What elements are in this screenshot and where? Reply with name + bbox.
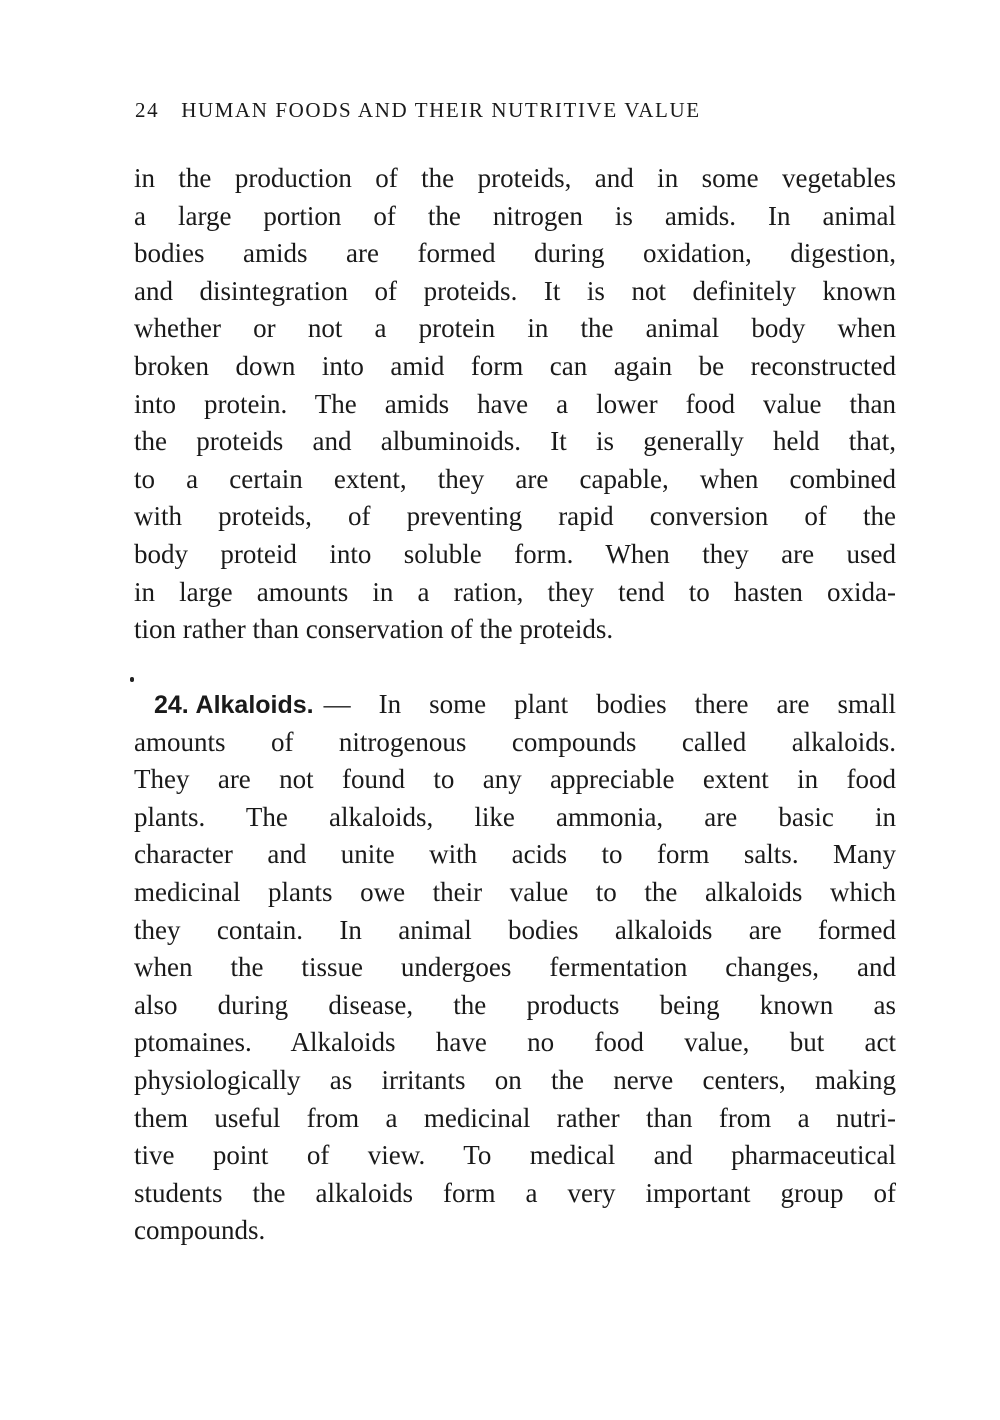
paragraph-amids bbox=[134, 160, 896, 649]
running-header bbox=[135, 98, 825, 123]
text-line: in the production of the proteids, and in some vegetables bbox=[134, 163, 896, 193]
text-line: in large amounts in a ration, they tend to hasten oxida- bbox=[134, 576, 896, 607]
text-line: tive point of view. To medical and pharmaceutical bbox=[134, 1140, 896, 1171]
text-line: physiologically as irritants on the nerve centers, making bbox=[134, 1064, 896, 1095]
text-line: medicinal plants owe their value to the alkaloids which bbox=[134, 876, 896, 907]
section-number: 24. bbox=[154, 691, 189, 719]
text-line: plants. The alkaloids, like ammonia, are basic in bbox=[134, 801, 896, 832]
text-line: them useful from a medicinal rather than from a nutri- bbox=[134, 1102, 896, 1133]
print-speck bbox=[130, 677, 134, 682]
paragraph-alkaloids bbox=[134, 686, 896, 1250]
section-first-line-text: — In some plant bodies there are small bbox=[323, 689, 896, 719]
text-line: tion rather than conservation of the proteids. bbox=[134, 614, 614, 645]
page-number: 24 bbox=[135, 98, 160, 122]
text-line: They are not found to any appreciable extent in food bbox=[134, 764, 896, 795]
text-line: body proteid into soluble form. When they are used bbox=[134, 538, 896, 569]
text-line: bodies amids are formed during oxidation, digestion, bbox=[134, 238, 896, 269]
text-line: broken down into amid form can again be reconstructed bbox=[134, 350, 896, 381]
running-title: HUMAN FOODS AND THEIR NUTRITIVE VALUE bbox=[181, 98, 701, 122]
text-line: character and unite with acids to form salts. Many bbox=[134, 839, 896, 870]
text-line: amounts of nitrogenous compounds called alkaloids. bbox=[134, 726, 896, 757]
text-line: the proteids and albuminoids. It is generally held that, bbox=[134, 426, 896, 457]
text-line: a large portion of the nitrogen is amids. In animal bbox=[134, 200, 896, 231]
section-heading bbox=[154, 686, 314, 724]
text-line: whether or not a protein in the animal body when bbox=[134, 313, 896, 344]
text-line: and disintegration of proteids. It is not definitely known bbox=[134, 275, 896, 306]
section-title: Alkaloids. bbox=[195, 691, 314, 719]
text-line: to a certain extent, they are capable, when combined bbox=[134, 463, 896, 494]
text-line: compounds. bbox=[134, 1215, 266, 1246]
text-line: they contain. In animal bodies alkaloids are formed bbox=[134, 914, 896, 945]
text-line: with proteids, of preventing rapid conversion of the bbox=[134, 501, 896, 532]
text-line: students the alkaloids form a very important group of bbox=[134, 1177, 896, 1208]
section-first-line bbox=[134, 686, 896, 724]
text-line: when the tissue undergoes fermentation changes, and bbox=[134, 952, 896, 983]
text-line: also during disease, the products being known as bbox=[134, 989, 896, 1020]
text-line: into protein. The amids have a lower food value than bbox=[134, 388, 896, 419]
text-line: ptomaines. Alkaloids have no food value, but act bbox=[134, 1027, 896, 1058]
